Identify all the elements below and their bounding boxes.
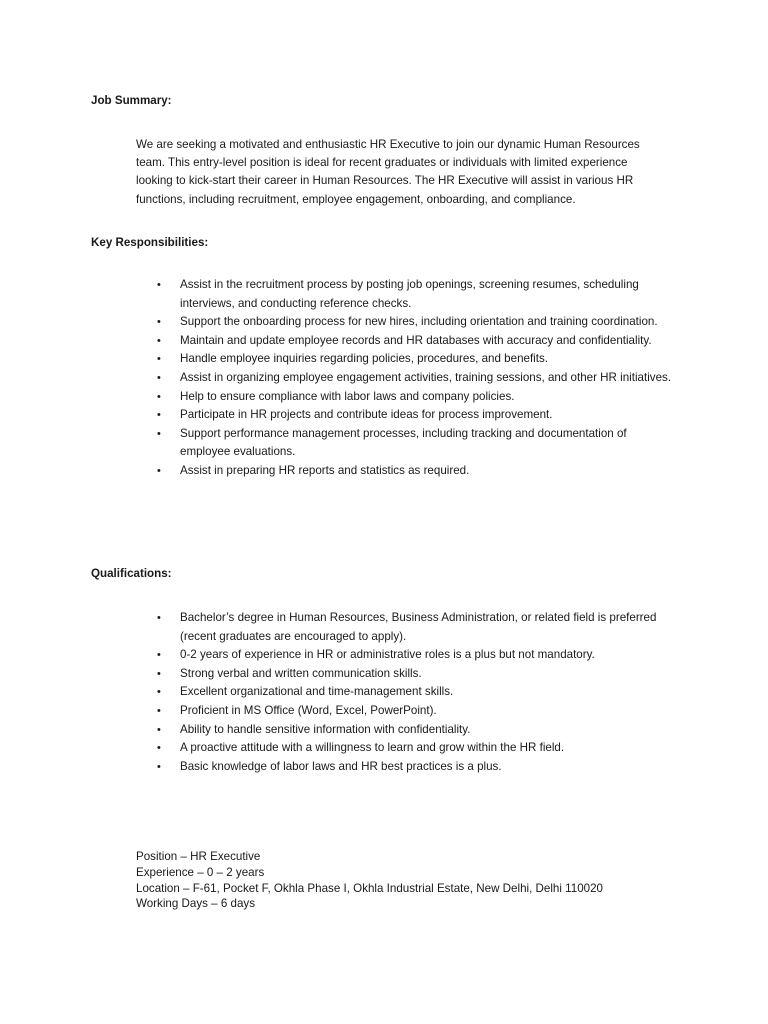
location-line: Location – F-61, Pocket F, Okhla Phase I, Okhla Industrial Estate, New Delhi, Delhi 110020	[136, 881, 603, 895]
responsibility-text: Assist in organizing employee engagement activities, training sessions, and other HR initiatives.	[180, 370, 672, 384]
qualification-text: Basic knowledge of labor laws and HR best practices is a plus.	[180, 759, 502, 773]
bullet-icon: •	[157, 371, 161, 384]
bullet-icon: •	[157, 649, 161, 662]
bullet-icon: •	[157, 723, 161, 736]
qualification-text: 0-2 years of experience in HR or administrative roles is a plus but not mandatory.	[180, 648, 595, 662]
qualification-text: Strong verbal and written communication skills.	[180, 666, 422, 680]
qualification-item	[155, 609, 680, 646]
bullet-icon: •	[157, 686, 161, 699]
qualification-item	[155, 665, 680, 684]
bullet-icon: •	[157, 667, 161, 680]
bullet-icon: •	[157, 390, 161, 403]
bullet-icon: •	[157, 353, 161, 366]
qualification-item	[155, 646, 680, 665]
responsibility-item	[155, 425, 680, 462]
bullet-icon: •	[157, 742, 161, 755]
qualification-item	[155, 683, 680, 702]
experience-line: Experience – 0 – 2 years	[136, 865, 265, 879]
responsibility-text: Support performance management processes, including tracking and documentation of employee evaluations.	[180, 426, 627, 459]
job-summary-paragraph: We are seeking a motivated and enthusiastic HR Executive to join our dynamic Human Resources team. This entry-level position is ideal for recent graduates or individuals with limited experience looking to kick-start their career in Human Resources. The HR Executive will assist in various HR functions, including recruitment, employee engagement, onboarding, and compliance.	[136, 138, 640, 206]
bullet-icon: •	[157, 316, 161, 329]
responsibility-text: Support the onboarding process for new hires, including orientation and training coordination.	[180, 315, 658, 329]
qualification-item	[155, 702, 680, 721]
bullet-icon: •	[157, 464, 161, 477]
qualifications-list	[155, 609, 680, 776]
responsibility-item	[155, 350, 680, 369]
bullet-icon: •	[157, 334, 161, 347]
responsibility-item	[155, 462, 680, 481]
responsibility-item	[155, 388, 680, 407]
bullet-icon: •	[157, 760, 161, 773]
bullet-icon: •	[157, 427, 161, 440]
position-line: Position – HR Executive	[136, 850, 261, 863]
responsibility-item	[155, 276, 680, 313]
bullet-icon: •	[157, 704, 161, 717]
responsibility-text: Participate in HR projects and contribute ideas for process improvement.	[180, 408, 553, 422]
responsibility-text: Assist in preparing HR reports and statistics as required.	[180, 463, 470, 477]
responsibilities-heading: Key Responsibilities:	[91, 236, 209, 249]
qualification-text: Excellent organizational and time-management skills.	[180, 685, 454, 699]
responsibility-item	[155, 332, 680, 351]
responsibility-text: Help to ensure compliance with labor laws and company policies.	[180, 389, 515, 403]
job-details	[136, 849, 696, 912]
responsibility-item	[155, 313, 680, 332]
responsibility-item	[155, 406, 680, 425]
qualification-item	[155, 721, 680, 740]
qualification-item	[155, 758, 680, 777]
bullet-icon: •	[157, 409, 161, 422]
qualifications-heading: Qualifications:	[91, 567, 172, 580]
qualification-text: Bachelor’s degree in Human Resources, Business Administration, or related field is preferred (recent graduates are encouraged to apply).	[180, 611, 657, 643]
bullet-icon: •	[157, 279, 161, 291]
qualification-item	[155, 739, 680, 758]
responsibility-item	[155, 369, 680, 388]
responsibility-text: Handle employee inquiries regarding policies, procedures, and benefits.	[180, 352, 548, 366]
working-days-line: Working Days – 6 days	[136, 897, 255, 911]
job-summary-heading: Job Summary:	[91, 94, 172, 107]
qualification-text: Ability to handle sensitive information with confidentiality.	[180, 722, 471, 736]
qualification-text: Proficient in MS Office (Word, Excel, PowerPoint).	[180, 703, 437, 717]
responsibilities-list	[155, 276, 680, 481]
bullet-icon: •	[157, 612, 161, 624]
responsibility-text: Assist in the recruitment process by posting job openings, screening resumes, scheduling interviews, and conducting reference checks.	[180, 278, 639, 310]
qualification-text: A proactive attitude with a willingness to learn and grow within the HR field.	[180, 741, 565, 755]
responsibility-text: Maintain and update employee records and HR databases with accuracy and confidentiality.	[180, 333, 652, 347]
